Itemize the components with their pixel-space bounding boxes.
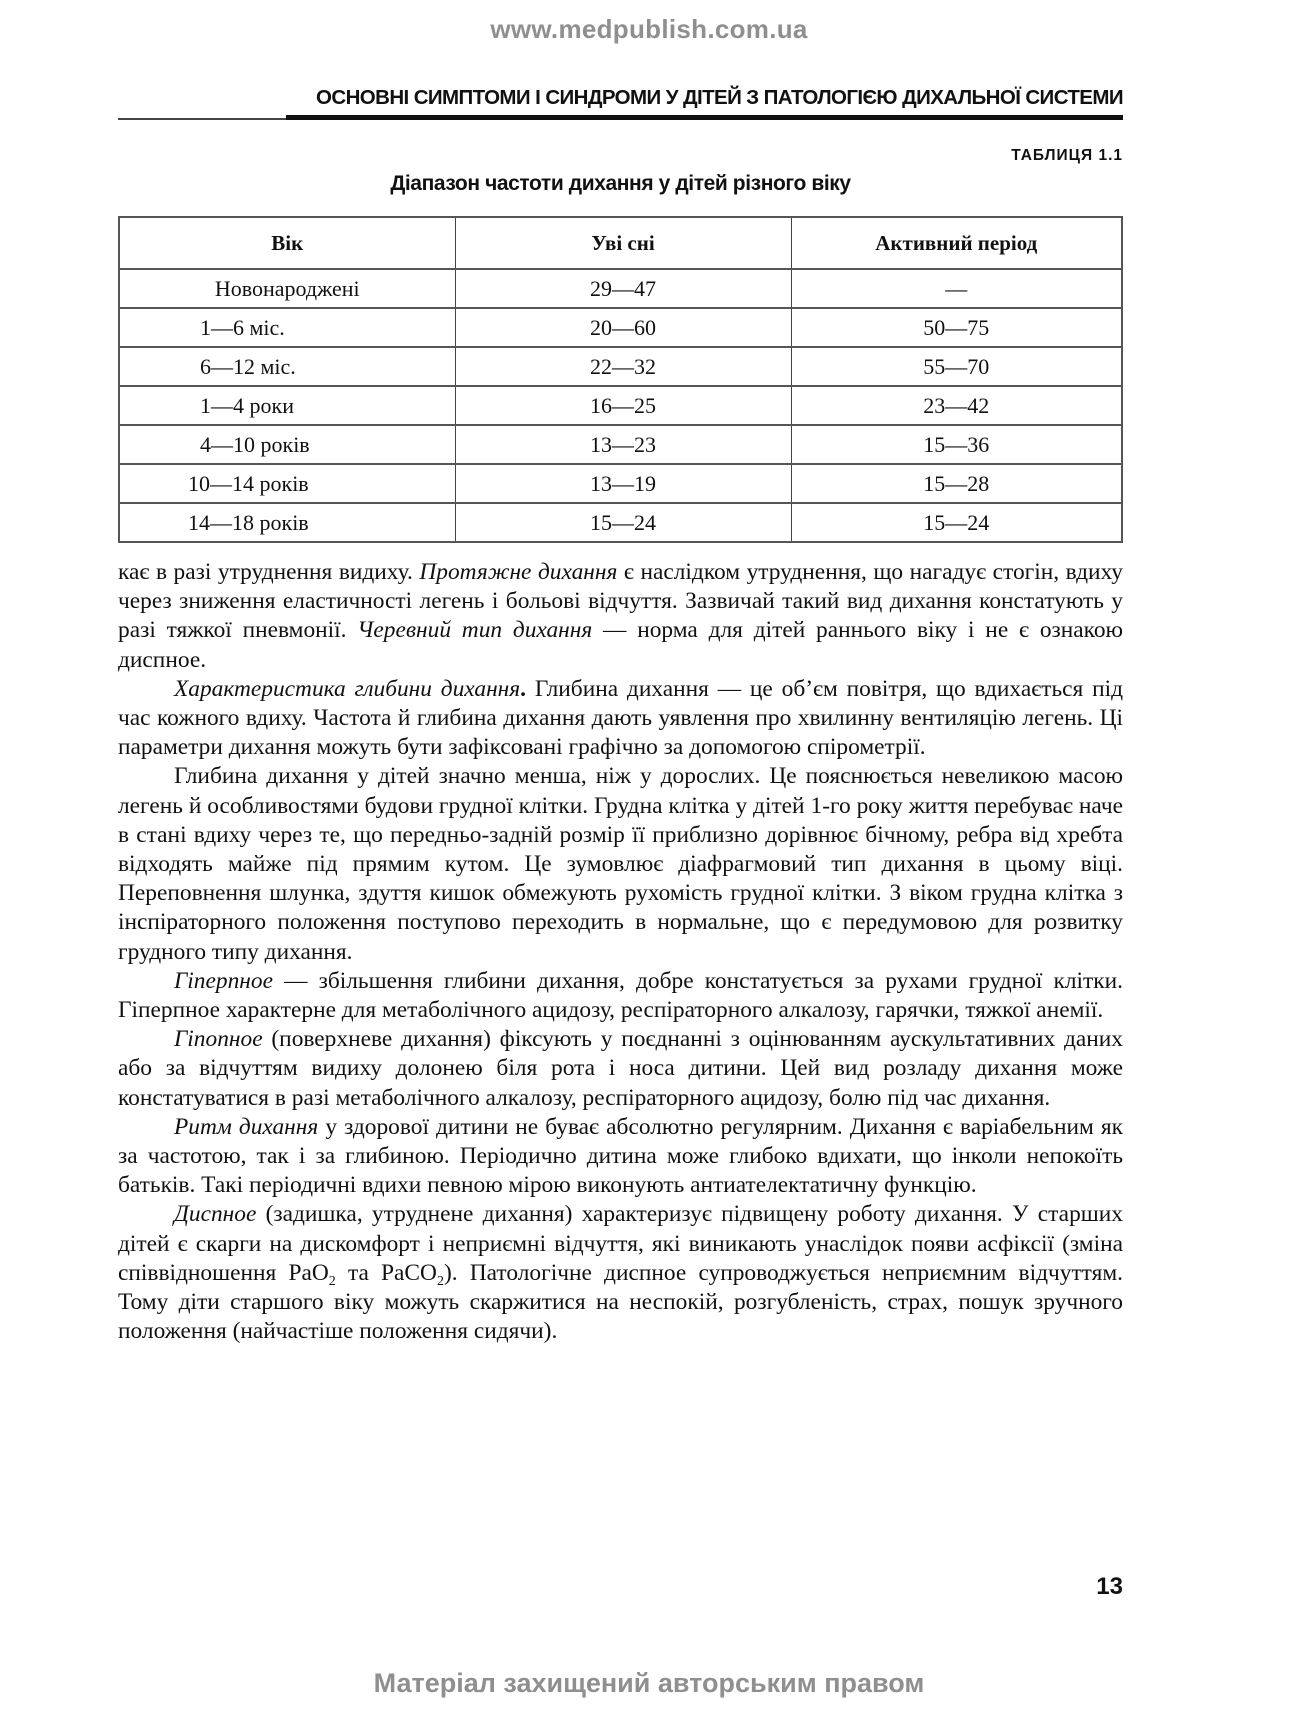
table-row	[119, 347, 1122, 386]
cell-active: 55—70	[791, 347, 1122, 386]
term-rhythm: Ритм дихання	[174, 1113, 319, 1140]
cell-active: 23—42	[791, 386, 1122, 425]
cell-sleep: 22—32	[455, 347, 791, 386]
cell-active: 15—28	[791, 464, 1122, 503]
cell-active: 15—24	[791, 503, 1122, 542]
column-header-age: Вік	[119, 217, 455, 269]
cell-sleep: 15—24	[455, 503, 791, 542]
header-rule-thin	[118, 118, 288, 120]
term-depth-characteristic: Характеристика глибини дихання	[174, 675, 521, 702]
header-rule-thick	[286, 115, 1123, 120]
table-row	[119, 425, 1122, 464]
paragraph-dyspnea: Диспное (задишка, утруднене дихання) характеризує підвищену роботу дихання. У старших дітей є скарги на дискомфорт і неприємні відчуття, які виникають унаслідок появи асфіксії (зміна співвідношення PaO$_2$ та PaCO$_2$). Патологічне диспное супроводжується неприємним відчуттям. Тому діти старшого віку можуть скаржитися на неспокій, розгубленість, страх, пошук зручного положення (найчастіше положення сидячи).	[118, 1201, 1123, 1345]
term-hyperpnea: Гіперпное	[174, 967, 273, 994]
paragraph-continuation: кає в разі утруднення видиху. Протяжне дихання є наслідком утруднення, що нагадує стогін, вдиху через зниження еластичності легень і больові відчуття. Зазвичай такий вид дихання констатують у разі тяжкої пневмонії. Черевний тип дихання — норма для дітей раннього віку і не є ознакою диспное.	[118, 559, 1124, 673]
cell-age: 4—10 років	[119, 425, 455, 464]
term-hypopnea: Гіпопное	[174, 1026, 263, 1053]
table-number: ТАБЛИЦЯ 1.1	[1011, 147, 1123, 164]
cell-age: 10—14 років	[119, 464, 455, 503]
table-row	[119, 503, 1122, 542]
cell-age: 6—12 міс.	[119, 347, 455, 386]
cell-sleep: 13—19	[455, 464, 791, 503]
table-row	[119, 308, 1122, 347]
respiratory-rate-table	[118, 216, 1123, 543]
term-abdominal-breathing: Черевний тип дихання	[357, 617, 593, 644]
cell-sleep: 13—23	[455, 425, 791, 464]
body-text	[118, 558, 1123, 1346]
copyright-watermark: Матеріал захищений авторським правом	[373, 1668, 925, 1698]
term-dyspnea: Диспное	[174, 1201, 257, 1228]
column-header-sleep: Уві сні	[455, 217, 791, 269]
paragraph-depth-children: Глибина дихання у дітей значно менша, ніж у дорослих. Це пояснюється невеликою масою легень й особливостями будови грудної клітки. Грудна клітка у дітей 1-го року життя перебуває наче в стані вдиху через те, що передньо-задній розмір її приблизно дорівнює бічному, ребра від хребта відходять майже під прямим кутом. Це зумовлює діафрагмовий тип дихання в цьому віці. Переповнення шлунка, здуття кишок обмежують рухомість грудної клітки. З віком грудна клітка з інспіраторного положення поступово переходить в нормальне, що є передумовою для розвитку грудного типу дихання.	[118, 763, 1123, 965]
paragraph-hypopnea: Гіпопное (поверхневе дихання) фіксують у поєднанні з оцінюванням аускультативних даних або за відчуттям видиху долонею біля рота і носа дитини. Цей вид розладу дихання може констатуватися в разі метаболічного алкалозу, респіраторного ацидозу, болю під час дихання.	[118, 1026, 1123, 1111]
cell-sleep: 20—60	[455, 308, 791, 347]
cell-age: 1—6 міс.	[119, 308, 455, 347]
cell-sleep: 29—47	[455, 269, 791, 308]
website-watermark: www.medpublish.com.ua	[490, 14, 808, 44]
table-row	[119, 269, 1122, 308]
paragraph-hyperpnea: Гіперпное — збільшення глибини дихання, добре констатується за рухами грудної клітки. Гіперпное характерне для метаболічного ацидозу, респіраторного алкалозу, гарячки, тяжкої анемії.	[118, 967, 1123, 1024]
cell-active: 15—36	[791, 425, 1122, 464]
page-number: 13	[1096, 1573, 1123, 1600]
cell-age: 14—18 років	[119, 503, 455, 542]
running-head-chapter-title: ОСНОВНІ СИМПТОМИ І СИНДРОМИ У ДІТЕЙ З ПАТОЛОГІЄЮ ДИХАЛЬНОЇ СИСТЕМИ	[316, 86, 1123, 109]
table-row	[119, 464, 1122, 503]
table-title: Діапазон частоти дихання у дітей різного віку	[390, 172, 851, 195]
cell-active: 50—75	[791, 308, 1122, 347]
cell-age: 1—4 роки	[119, 386, 455, 425]
column-header-active: Активний період	[791, 217, 1122, 269]
table-row	[119, 386, 1122, 425]
cell-sleep: 16—25	[455, 386, 791, 425]
table-header-row	[119, 217, 1122, 269]
paragraph-rhythm: Ритм дихання у здорової дитини не буває абсолютно регулярним. Дихання є варіабельним як за частотою, так і за глибиною. Періодично дитина може глибоко вдихати, що інколи непокоїть батьків. Такі періодичні вдихи певною мірою виконують антиателектатичну функцію.	[118, 1113, 1124, 1199]
cell-age: Новонароджені	[119, 269, 455, 308]
cell-active: —	[791, 269, 1122, 308]
term-prolonged-breathing: Протяжне дихання	[419, 559, 618, 585]
paragraph-depth-characteristic: Характеристика глибини дихання. Глибина дихання — це об’єм повітря, що вдихається під час кожного вдиху. Частота й глибина дихання дають уявлення про хвилинну вентиляцію легень. Ці параметри дихання можуть бути зафіксовані графічно за допомогою спірометрії.	[118, 675, 1123, 761]
